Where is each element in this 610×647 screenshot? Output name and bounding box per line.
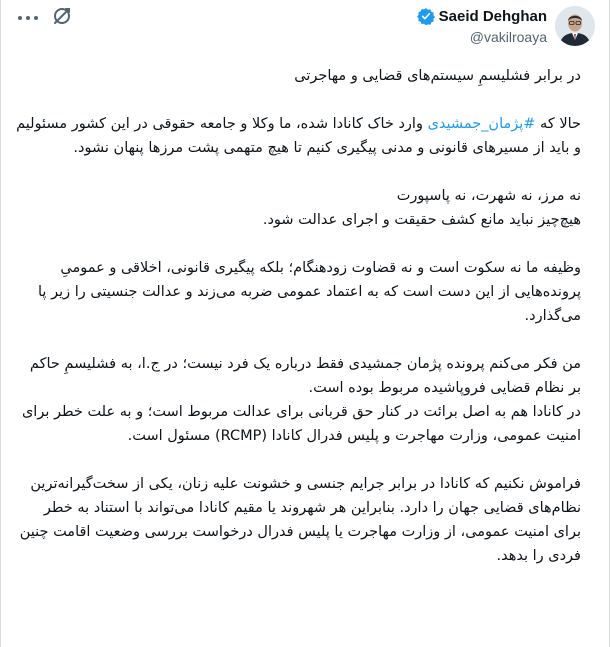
tweet-paragraph-5: فراموش نکنیم که کانادا در برابر جرایم جنسی و خشونت علیه زنان، یکی از سخت‌گیرانه‌ترین نظام‌های قضایی جهان را دارد. بنابراین هر شهروند یا مقیم کانادا می‌تواند با استناد به خطر برای امنیت عمومی، از وزارت مهاجرت یا پلیس فدرال درخواست بررسی وضعیت اقامت چنین فردی را بدهد. bbox=[19, 476, 581, 564]
tweet-paragraph-1-start: حالا که bbox=[535, 116, 581, 132]
author-display-name[interactable]: Saeid Dehghan bbox=[438, 7, 547, 25]
tweet-paragraph-2-line-2: هیچ‌چیز نباید مانع کشف حقیقت و اجرای عدالت شود. bbox=[262, 212, 581, 228]
hashtag-link[interactable]: #پژمان_جمشیدی bbox=[427, 116, 536, 132]
author-info[interactable] bbox=[417, 6, 547, 45]
grok-icon[interactable] bbox=[51, 5, 73, 27]
tweet-paragraph-2-line-1: نه مرز، نه شهرت، نه پاسپورت bbox=[396, 188, 581, 204]
tweet-paragraph-1 bbox=[15, 112, 581, 160]
author-name-row bbox=[417, 6, 547, 26]
author-handle[interactable]: @vakilroaya bbox=[469, 29, 547, 45]
verified-badge-icon bbox=[417, 7, 435, 25]
more-horizontal-icon[interactable] bbox=[17, 10, 39, 26]
avatar[interactable] bbox=[555, 6, 595, 46]
tweet-title: در برابر فشلیسمِ سیستم‌های قضایی و مهاجرتی bbox=[294, 68, 581, 84]
tweet-paragraph-3: وظیفه ما نه سکوت است و نه قضاوت زودهنگام؛ بلکه پیگیری قانونی، اخلاقی و عمومیِ پرونده‌هایی از این دست است که به اعتماد عمومی ضربه می‌زند و عدالت جنسیتی را زیر پا می‌گذارد. bbox=[38, 260, 581, 324]
tweet-paragraph-4-line-1: من فکر می‌کنم پرونده پژمان جمشیدی فقط درباره یک فرد نیست؛ در ج.ا، به فشلیسمِ حاکم بر نظام قضایی فروپاشیده مربوط بوده است. bbox=[29, 356, 581, 396]
tweet-paragraph-1-end: وارد خاک کانادا شده، ما وکلا و جامعه حقوقی در این کشور مسئولیم و باید از مسیرهای قانونی و مدنی پیگیری کنیم تا هیچ متهمی پشت مرزها پنهان نشود. bbox=[16, 116, 581, 156]
tweet-header bbox=[1, 0, 609, 58]
tweet-text bbox=[15, 60, 581, 568]
tweet-paragraph-4-line-2: در کانادا هم به اصل برائت در کنار حق قربانی برای عدالت مربوط است؛ و به علت خطر برای امنیت عمومی، وزارت مهاجرت و پلیس فدرال کانادا (RCMP) مسئول است. bbox=[21, 404, 581, 444]
